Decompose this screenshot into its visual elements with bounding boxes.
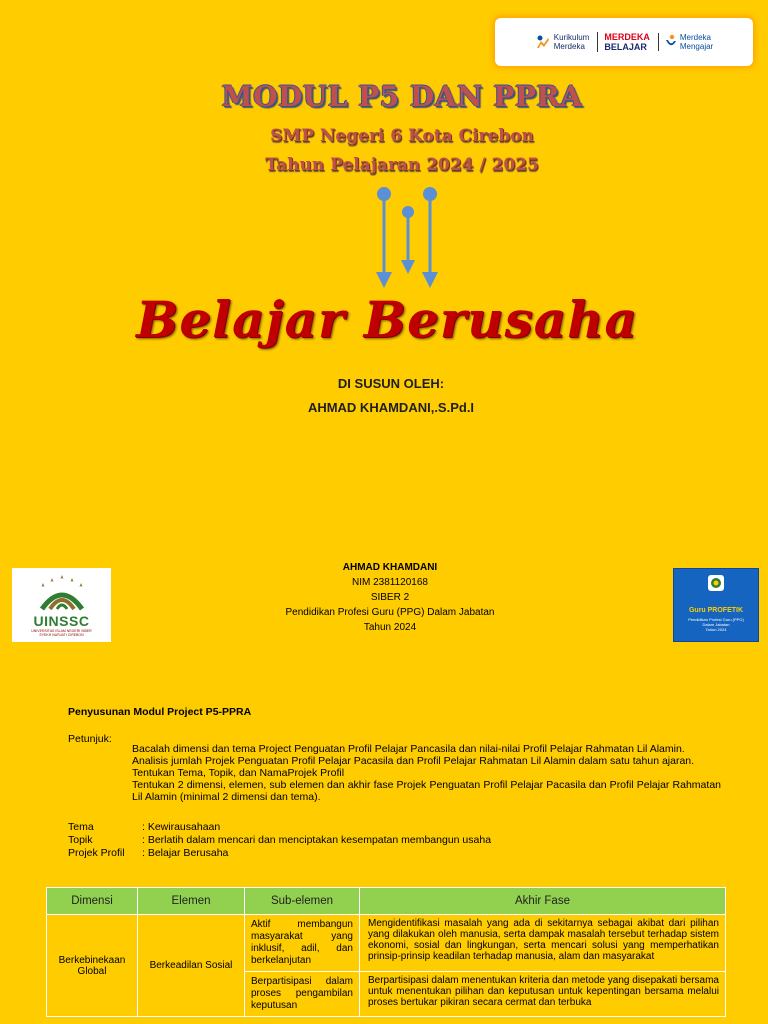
guru-text2: Dalam Jabatan <box>702 622 730 627</box>
cell-dimensi: Berkebinekaan Global <box>47 915 138 1017</box>
uinssc-sub1: UNIVERSITAS ISLAM NEGERI SIBER <box>31 629 92 633</box>
cell-elemen: Berkeadilan Sosial <box>138 915 245 1017</box>
uinssc-name: UINSSC <box>33 613 90 629</box>
compiled-by-label: DI SUSUN OLEH: <box>337 376 445 391</box>
fase-table <box>46 887 726 1017</box>
merdeka-mengajar-icon <box>665 34 677 50</box>
instruction-item: Bacalah dimensi dan tema Project Penguatan Profil Pelajar Pancasila dan nilai-nilai Profil Pelajar Rahmatan Lil Alamin. <box>132 743 685 755</box>
meta-projek-label: Projek Profil <box>68 847 125 859</box>
guide-heading: Penyusunan Modul Project P5-PPRA <box>68 706 252 718</box>
compiled-by-name: AHMAD KHAMDANI,.S.Pd.I <box>307 400 475 415</box>
guru-text3: Tahun 2024 <box>705 627 727 632</box>
instructions-list <box>132 743 721 803</box>
project-title: Belajar Berusaha <box>136 290 638 349</box>
meta-tema <box>68 821 491 834</box>
down-arrows-icon <box>370 182 450 292</box>
merdeka-belajar-line1: MERDEKA <box>604 32 650 42</box>
meta-topik-value: : Berlatih dalam mencari dan menciptakan kesempatan membangun usaha <box>142 834 492 846</box>
guru-emblem-icon <box>708 575 724 591</box>
header-elemen: Elemen <box>138 888 245 915</box>
header-dimensi: Dimensi <box>47 888 138 915</box>
meta-projek-value: : Belajar Berusaha <box>142 847 229 859</box>
instruction-item: Tentukan 2 dimensi, elemen, sub elemen dan akhir fase Projek Penguatan Profil Pelajar Pacasila dan Profil Pelajar Rahmatan Lil Alamin (minimal 2 dimensi dan tema). <box>132 779 721 803</box>
guru-text1: Pendidikan Profesi Guru (PPG) <box>688 617 744 622</box>
kurikulum-merdeka-badge <box>495 18 753 66</box>
author-block <box>240 560 540 635</box>
table-header-row <box>47 888 726 915</box>
guru-label: Guru PROFETIK <box>688 607 744 614</box>
table-row <box>47 915 726 972</box>
mengajar-line1: Merdeka <box>679 33 711 42</box>
uinssc-emblem-icon <box>32 573 92 613</box>
module-title: MODUL P5 DAN PPRA <box>221 80 583 113</box>
meta-tema-value: : Kewirausahaan <box>142 821 221 833</box>
school-name: SMP Negeri 6 Kota Cirebon <box>270 126 534 146</box>
project-meta <box>68 821 491 860</box>
merdeka-mengajar-logo <box>658 33 713 51</box>
petunjuk-label: Petunjuk: <box>68 733 112 745</box>
kurikulum-merdeka-logo <box>535 33 590 51</box>
meta-projek <box>68 847 491 860</box>
meta-topik <box>68 834 491 847</box>
guru-profetik-logo <box>673 568 759 642</box>
instruction-item: Analisis jumlah Projek Penguatan Profil Pelajar Pacasila dan Profil Pelajar Rahmatan Lil Alamin dalam satu tahun ajaran. <box>132 755 695 767</box>
header-sub-elemen: Sub-elemen <box>245 888 360 915</box>
author-program: Pendidikan Profesi Guru (PPG) Dalam Jabatan <box>285 607 495 618</box>
cell-sub-elemen: Aktif membangun masyarakat yang inklusif, adil, dan berkelanjutan <box>245 915 360 972</box>
meta-topik-label: Topik <box>68 834 93 846</box>
instruction-item: Tentukan Tema, Topik, dan NamaProjek Profil <box>132 767 345 779</box>
academic-year: Tahun Pelajaran 2024 / 2025 <box>265 155 539 175</box>
kurikulum-icon <box>535 34 551 50</box>
mengajar-line2: Mengajar <box>679 42 714 51</box>
uinssc-logo <box>12 568 111 642</box>
cell-sub-elemen: Berpartisipasi dalam proses pengambilan keputusan <box>245 972 360 1017</box>
kurikulum-line2: Merdeka <box>553 42 585 51</box>
cell-akhir-fase: Berpartisipasi dalam menentukan kriteria dan metode yang disepakati bersama untuk menentukan pilihan dan keputusan untuk kepentingan bersama melalui proses bertukar pikiran secara cermat dan terbuka <box>360 972 726 1017</box>
header-akhir-fase: Akhir Fase <box>360 888 726 915</box>
uinssc-sub2: SYEKH NURJATI CIREBON <box>39 633 84 637</box>
merdeka-belajar-line2: BELAJAR <box>604 42 647 52</box>
merdeka-belajar-logo <box>597 32 650 52</box>
meta-tema-label: Tema <box>68 821 94 833</box>
author-name: AHMAD KHAMDANI <box>342 562 438 573</box>
kurikulum-line1: Kurikulum <box>553 33 590 42</box>
author-year: Tahun 2024 <box>363 622 417 633</box>
cell-akhir-fase: Mengidentifikasi masalah yang ada di sekitarnya sebagai akibat dari pilihan yang dilakukan oleh manusia, serta dampak masalah tersebut terhadap sistem ekonomi, sosial dan lingkungan, serta mencari solusi yang memperhatikan prinsip-prinsip keadilan terhadap manusia, alam dan masyarakat <box>360 915 726 972</box>
author-nim: NIM 2381120168 <box>352 577 428 588</box>
author-siber: SIBER 2 <box>370 592 410 603</box>
